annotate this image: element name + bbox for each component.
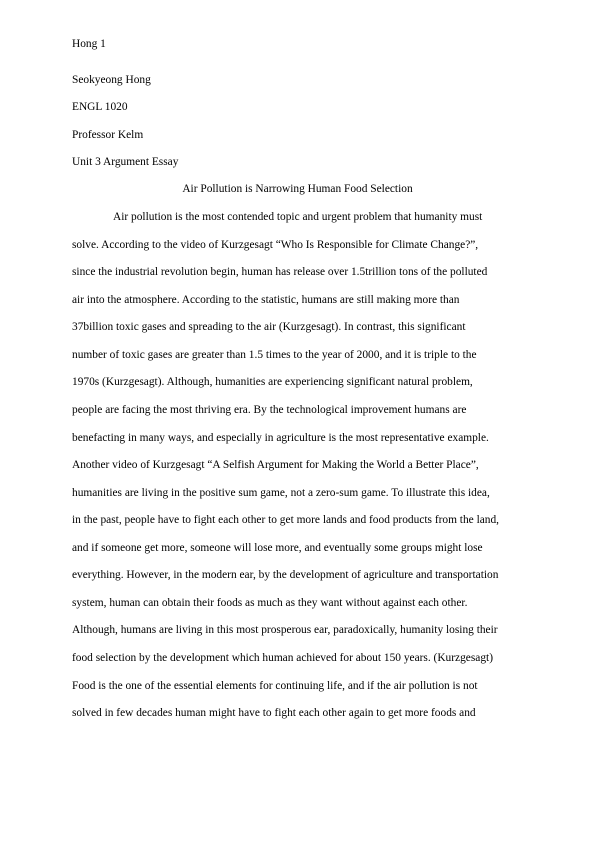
body-line: solve. According to the video of Kurzgesagt “Who Is Responsible for Climate Change?”, (72, 239, 479, 251)
body-line: people are facing the most thriving era. By the technological improvement humans are (72, 404, 467, 416)
body-line: since the industrial revolution begin, human has release over 1.5trillion tons of the polluted (72, 266, 488, 278)
body-line: food selection by the development which human achieved for about 150 years. (Kurzgesagt) (72, 652, 493, 664)
assignment-name: Unit 3 Argument Essay (72, 156, 179, 168)
professor-name: Professor Kelm (72, 129, 144, 141)
body-line: humanities are living in the positive sum game, not a zero-sum game. To illustrate this idea, (72, 487, 490, 499)
body-line: Although, humans are living in this most prosperous ear, paradoxically, humanity losing their (72, 624, 498, 636)
body-line: Another video of Kurzgesagt “A Selfish Argument for Making the World a Better Place”, (72, 459, 479, 471)
course-name: ENGL 1020 (72, 101, 128, 113)
author-name: Seokyeong Hong (72, 74, 151, 86)
body-line: Food is the one of the essential elements for continuing life, and if the air pollution is not (72, 680, 478, 692)
body-line: everything. However, in the modern ear, by the development of agriculture and transportation (72, 569, 499, 581)
body-line: in the past, people have to fight each other to get more lands and food products from the land, (72, 514, 500, 526)
essay-title: Air Pollution is Narrowing Human Food Selection (182, 183, 413, 195)
running-head: Hong 1 (72, 38, 106, 50)
body-line: solved in few decades human might have to fight each other again to get more foods and (72, 707, 476, 719)
body-line: 1970s (Kurzgesagt). Although, humanities are experiencing significant natural problem, (72, 376, 473, 388)
body-line: number of toxic gases are greater than 1.5 times to the year of 2000, and it is triple to the (72, 349, 477, 361)
body-line: 37billion toxic gases and spreading to the air (Kurzgesagt). In contrast, this significant (72, 321, 466, 333)
body-line: Air pollution is the most contended topic and urgent problem that humanity must (113, 211, 483, 223)
body-line: system, human can obtain their foods as much as they want without against each other. (72, 597, 468, 609)
body-line: air into the atmosphere. According to the statistic, humans are still making more than (72, 294, 460, 306)
body-line: and if someone get more, someone will lose more, and eventually some groups might lose (72, 542, 483, 554)
body-line: benefacting in many ways, and especially in agriculture is the most representative example. (72, 432, 489, 444)
